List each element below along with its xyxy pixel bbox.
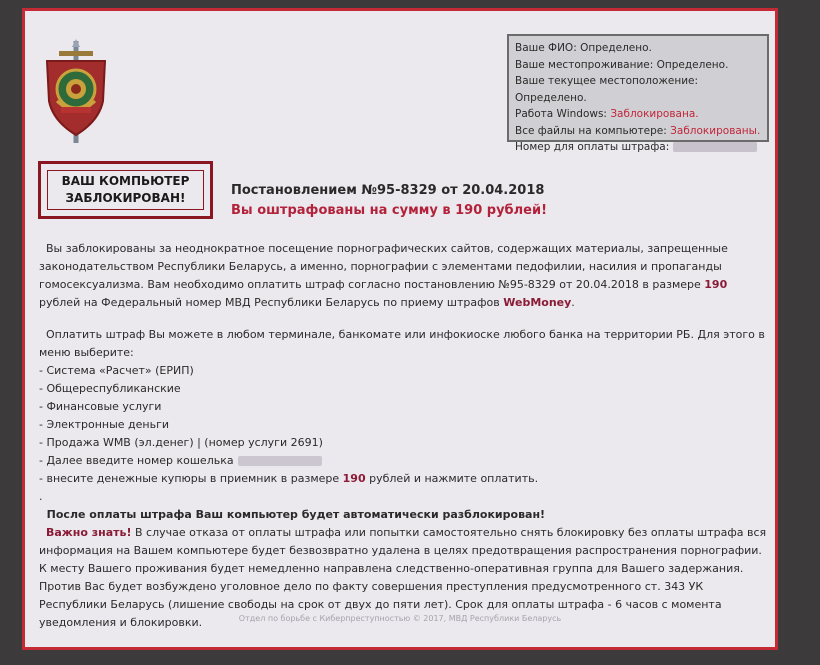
kgb-shield-sword-emblem-icon	[41, 39, 111, 147]
list-item: - Продажа WMB (эл.денег) | (номер услуги 2691)	[39, 436, 323, 449]
list-item: - Электронные деньги	[39, 418, 170, 431]
list-item: - Финансовые услуги	[39, 400, 162, 413]
warning-paragraph: Важно знать! В случае отказа от оплаты штрафа или попытки самостоятельно снять блокировку без оплаты штрафа вся информация на Вашем компьютере будет безвозвратно удалена в целях предотвращения распространения порнографии. К месту Вашего проживания будет немедленно направлена следственно-оперативная группа для Вашего задержания. Против Вас будет возбуждено уголовное дело по факту совершения преступления предусмотренного ст. 343 УК Республики Беларусь (лишение свободы на срок от двух до пяти лет). Срок для оплаты штрафа - 6 часов с момента уведомления и блокировки.	[39, 526, 767, 629]
paragraph-payment: Оплатить штраф Вы можете в любом терминале, банкомате или инфокиоске любого банка на территории РБ. Для этого в меню выберите:	[39, 328, 765, 359]
list-item: - внесите денежные купюры в приемник в размере 190 рублей и нажмите оплатить.	[39, 472, 539, 485]
info-row-fio: Ваше ФИО: Определено.	[515, 42, 652, 54]
info-row-files: Все файлы на компьютере: Заблокированы.	[515, 124, 761, 137]
blurred-number	[673, 142, 757, 152]
list-item: - Далее введите номер кошелька	[39, 452, 769, 470]
footer: Отдел по борьбе с Киберпреступностью © 2017, МВД Республики Беларусь	[238, 614, 562, 623]
info-row-payment: Номер для оплаты штрафа:	[515, 139, 761, 156]
after-payment-note: После оплаты штрафа Ваш компьютер будет автоматически разблокирован!	[46, 508, 546, 521]
fine-amount: Вы оштрафованы на сумму в 190 рублей!	[231, 203, 547, 218]
decree-title: Постановлением №95-8329 от 20.04.2018	[231, 183, 545, 198]
info-row-location: Ваше текущее местоположение: Определено.	[515, 75, 699, 104]
decree-heading	[231, 181, 547, 221]
info-row-residence: Ваше местопроживание: Определено.	[515, 58, 729, 71]
body-text	[39, 240, 769, 632]
paragraph-accusation: Вы заблокированы за неоднократное посещение порнографических сайтов, содержащих материалы, запрещенные законодательством Республики Беларусь, а именно, порнографии с элементами педофилии, насилия и пропаганды гомосексуализма. Вам необходимо оплатить штраф согласно постановлению №95-8329 от 20.04.2018 в размере 190 рублей на Федеральный номер МВД Республики Беларусь по приему штрафов WebMoney.	[39, 242, 728, 309]
blocked-notice: ВАШ КОМПЬЮТЕР ЗАБЛОКИРОВАН!	[38, 161, 213, 219]
list-item: - Система «Расчет» (ЕРИП)	[39, 364, 194, 377]
list-item: - Общереспубликанские	[39, 382, 181, 395]
info-row-windows: Работа Windows: Заблокирована.	[515, 108, 699, 120]
blurred-wallet	[238, 456, 322, 466]
ransom-screen	[22, 8, 778, 650]
info-panel	[507, 34, 769, 153]
dot: .	[39, 490, 43, 503]
